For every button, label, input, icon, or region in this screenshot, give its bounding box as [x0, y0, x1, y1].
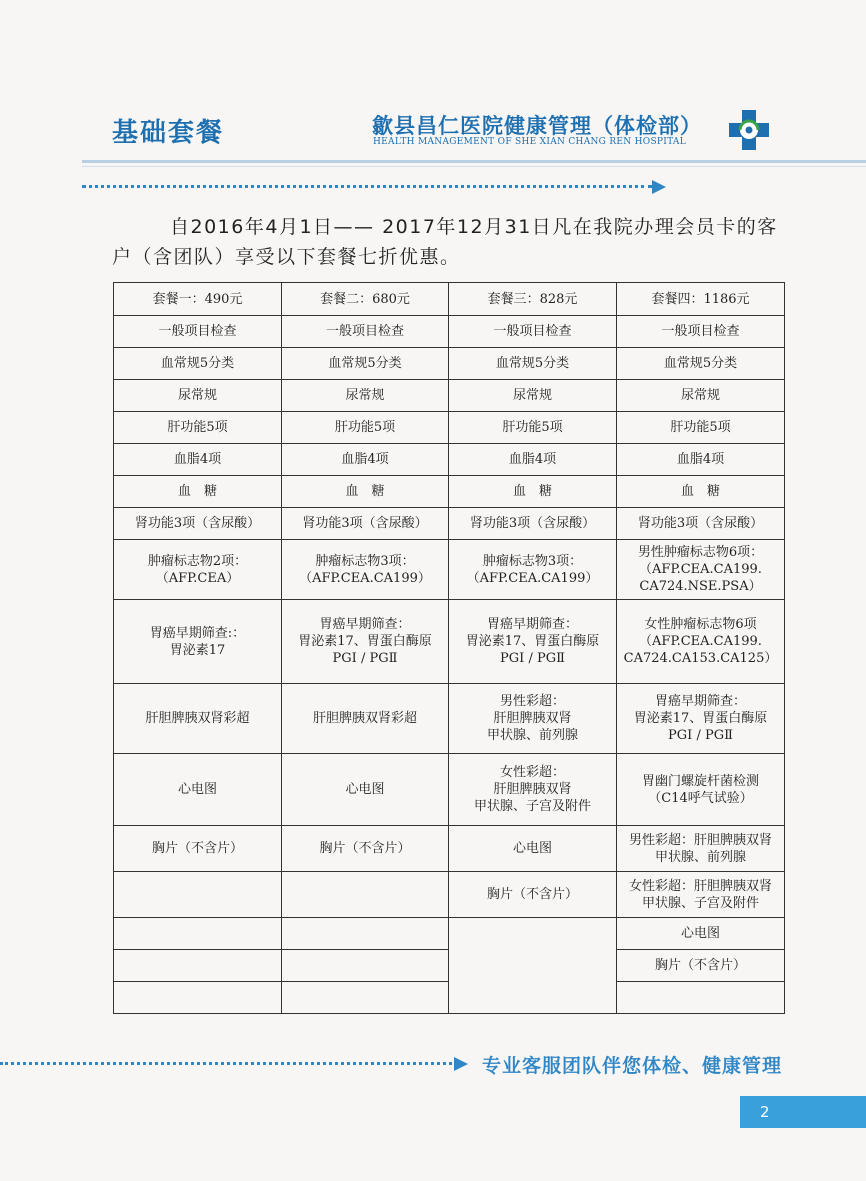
table-cell	[114, 600, 282, 684]
empty-cell	[114, 982, 282, 1014]
table-cell	[617, 872, 785, 918]
table-cell: 血常规5分类	[282, 348, 449, 380]
table-cell	[617, 826, 785, 872]
cell-line: PGI / PGⅡ	[668, 728, 733, 743]
table-cell: 尿常规	[282, 380, 449, 412]
cell-line: 胸片（不含片）	[486, 887, 578, 902]
table-cell: 尿常规	[617, 380, 785, 412]
empty-cell	[282, 872, 449, 918]
footer-slogan: 专业客服团队伴您体检、健康管理	[482, 1055, 783, 1077]
cell-line: （AFP.CEA.CA199）	[466, 570, 599, 586]
cell-line: （C14呼气试验）	[648, 790, 753, 806]
table-cell	[114, 684, 282, 754]
table-cell: 血脂4项	[282, 444, 449, 476]
cell-line: 肝胆脾胰双肾	[493, 711, 572, 726]
cell-line: 胃癌早期筛查：	[486, 617, 578, 632]
cell-line: 男性肿瘤标志物6项：	[637, 545, 764, 560]
table-cell	[449, 684, 617, 754]
table-cell: 血 糖	[617, 476, 785, 508]
table-cell: 血 糖	[449, 476, 617, 508]
cell-line: 胃幽门螺旋杆菌检测	[641, 773, 759, 789]
empty-cell	[114, 918, 282, 950]
table-cell: 心电图	[617, 918, 785, 950]
table-cell	[617, 540, 785, 600]
cell-line: 胃泌素17、胃蛋白酶原	[633, 711, 768, 726]
table-cell: 血 糖	[282, 476, 449, 508]
table-cell	[114, 754, 282, 826]
cell-line: 肿瘤标志物2项：	[147, 553, 248, 569]
table-cell: 一般项目检查	[617, 316, 785, 348]
cell-line: 胸片（不含片）	[319, 841, 411, 856]
empty-cell	[282, 982, 449, 1014]
table-cell	[449, 754, 617, 826]
table-cell: 肾功能3项（含尿酸）	[617, 508, 785, 540]
table-cell: 血脂4项	[449, 444, 617, 476]
table-cell: 血 糖	[114, 476, 282, 508]
cell-line: （AFP.CEA.CA199.	[639, 634, 762, 649]
cell-line: 心电图	[345, 782, 385, 797]
table-cell: 血常规5分类	[114, 348, 282, 380]
cell-line: 心电图	[177, 782, 217, 797]
dotted-divider	[82, 185, 652, 188]
arrow-right-icon	[652, 180, 666, 194]
cell-line: 甲状腺、前列腺	[654, 849, 746, 865]
table-cell	[449, 826, 617, 872]
cell-line: 肿瘤标志物3项：	[315, 553, 415, 569]
table-cell: 胸片（不含片）	[617, 950, 785, 982]
cell-line: 男性彩超：	[499, 694, 565, 709]
cell-line: （AFP.CEA.CA199.	[639, 562, 762, 577]
table-cell: 尿常规	[449, 380, 617, 412]
hospital-cross-logo-icon	[727, 108, 771, 152]
empty-cell	[617, 982, 785, 1014]
table-cell: 肝功能5项	[114, 412, 282, 444]
table-cell	[617, 600, 785, 684]
cell-line: CA724.CA153.CA125）	[623, 651, 778, 666]
cell-line: （AFP.CEA）	[155, 570, 240, 586]
footer-dotted-divider	[0, 1062, 452, 1065]
cell-line: 胃癌早期筛查：	[319, 617, 411, 632]
cell-line: 肝胆脾胰双肾彩超	[145, 711, 250, 726]
cell-line: 肝胆脾胰双肾	[493, 782, 572, 797]
footer-arrow-right-icon	[454, 1057, 468, 1071]
table-cell: 一般项目检查	[282, 316, 449, 348]
header-rule	[82, 160, 866, 163]
table-cell	[617, 684, 785, 754]
page-number: 2	[740, 1096, 866, 1128]
cell-line: 胃泌素17	[169, 642, 226, 658]
table-cell	[282, 600, 449, 684]
table-cell: 血脂4项	[617, 444, 785, 476]
cell-line: CA724.NSE.PSA）	[639, 579, 762, 594]
table-cell	[282, 684, 449, 754]
empty-cell	[114, 950, 282, 982]
package-2-header: 套餐二：680元	[282, 283, 449, 316]
cell-line: 胃癌早期筛查：	[654, 694, 746, 709]
table-cell	[282, 754, 449, 826]
cell-line: PGI / PGⅡ	[332, 651, 398, 666]
empty-cell	[282, 918, 449, 950]
table-cell: 尿常规	[114, 380, 282, 412]
table-cell	[282, 826, 449, 872]
table-cell: 一般项目检查	[114, 316, 282, 348]
table-cell	[449, 540, 617, 600]
table-cell: 肾功能3项（含尿酸）	[449, 508, 617, 540]
cell-line: （AFP.CEA.CA199）	[299, 570, 431, 586]
cell-line: 胸片（不含片）	[151, 841, 243, 856]
table-cell: 血常规5分类	[449, 348, 617, 380]
cell-line: 女性彩超：肝胆脾胰双肾	[628, 878, 772, 894]
package-3-header: 套餐三：828元	[449, 283, 617, 316]
cell-line: 女性肿瘤标志物6项	[644, 617, 757, 632]
cell-line: PGI / PGⅡ	[500, 651, 565, 666]
table-cell	[282, 540, 449, 600]
table-cell: 肝功能5项	[282, 412, 449, 444]
hospital-name-en: HEALTH MANAGEMENT OF SHE XIAN CHANG REN HOSPITAL	[373, 137, 687, 147]
cell-line: 甲状腺、子宫及附件	[473, 799, 591, 814]
hospital-name-cn: 歙县昌仁医院健康管理（体检部）	[372, 114, 702, 138]
page-title: 基础套餐	[112, 118, 225, 148]
cell-line: 女性彩超：	[499, 765, 565, 780]
cell-line: 胃泌素17、胃蛋白酶原	[465, 634, 600, 649]
table-cell: 肾功能3项（含尿酸）	[282, 508, 449, 540]
table-cell: 血常规5分类	[617, 348, 785, 380]
package-4-header: 套餐四：1186元	[617, 283, 785, 316]
table-cell: 一般项目检查	[449, 316, 617, 348]
cell-line: 肝胆脾胰双肾彩超	[312, 711, 417, 726]
empty-cell	[282, 950, 449, 982]
cell-line: 男性彩超：肝胆脾胰双肾	[628, 832, 772, 848]
cell-line: 胃泌素17、胃蛋白酶原	[298, 634, 432, 649]
package-1-header: 套餐一：490元	[114, 283, 282, 316]
cell-line: 胃癌早期筛查:：	[149, 625, 246, 641]
intro-paragraph: 自2016年4月1日—— 2017年12月31日凡在我院办理会员卡的客户（含团队）享受以下套餐七折优惠。	[112, 216, 778, 268]
table-cell	[449, 600, 617, 684]
table-cell: 肝功能5项	[449, 412, 617, 444]
header-rule-thin	[82, 166, 866, 167]
table-cell: 肾功能3项（含尿酸）	[114, 508, 282, 540]
table-cell: 肝功能5项	[617, 412, 785, 444]
cell-line: 心电图	[512, 841, 552, 856]
empty-cell	[449, 918, 617, 1014]
cell-line: 甲状腺、子宫及附件	[641, 895, 759, 911]
table-cell	[114, 826, 282, 872]
package-table	[113, 282, 785, 1014]
table-cell	[114, 540, 282, 600]
table-cell	[449, 872, 617, 918]
empty-cell	[114, 872, 282, 918]
table-cell: 血脂4项	[114, 444, 282, 476]
table-cell	[617, 754, 785, 826]
cell-line: 肿瘤标志物3项：	[482, 553, 583, 569]
cell-line: 甲状腺、前列腺	[486, 728, 578, 743]
